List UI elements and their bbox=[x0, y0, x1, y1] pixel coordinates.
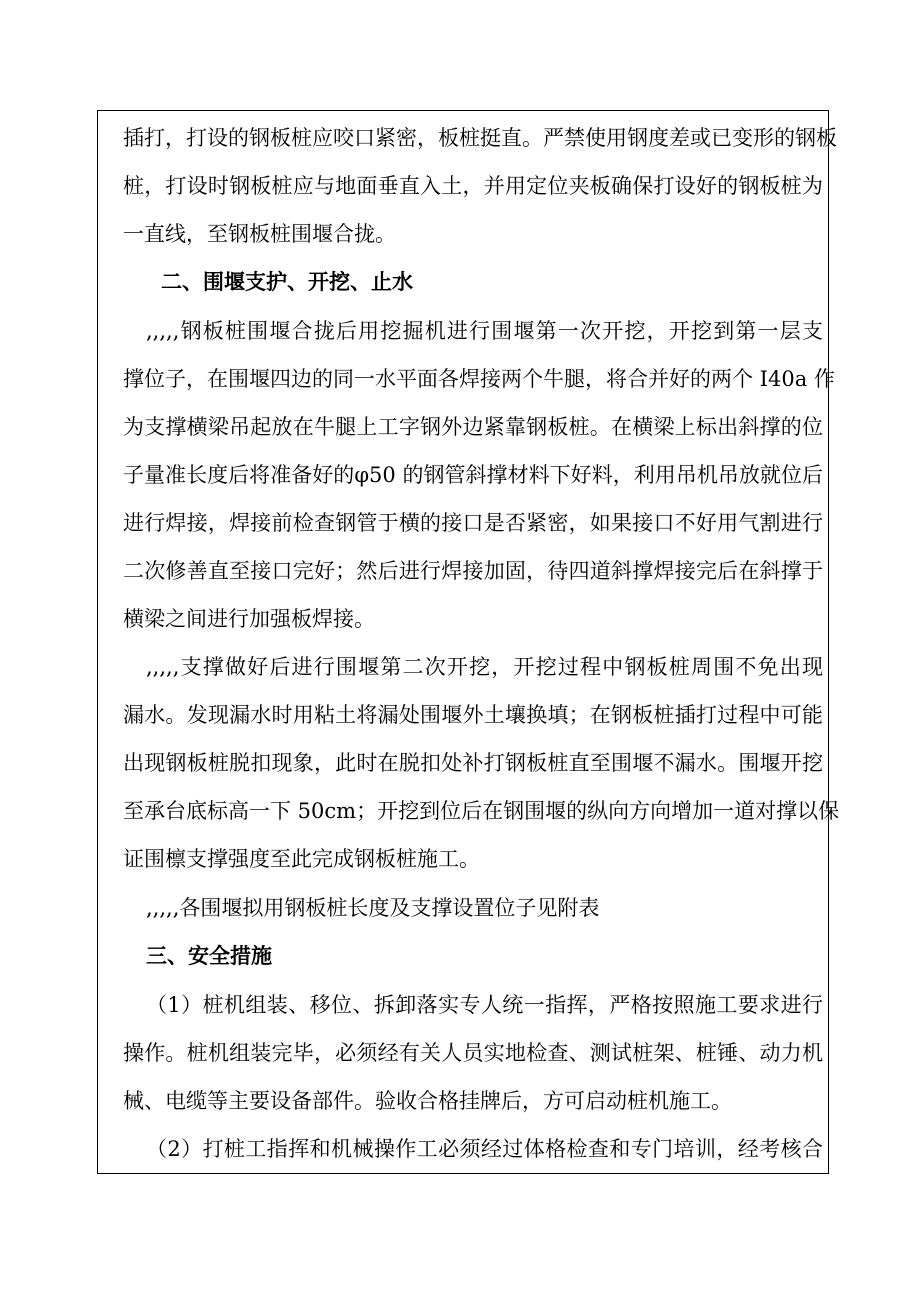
paragraph-3-line-2: 漏水。发现漏水时用粘土将漏处围堰外土壤换填；在钢板桩插打过程中可能 bbox=[123, 703, 823, 727]
paragraph-4-line-1: ,,,,,各围堰拟用钢板桩长度及支撑设置位子见附表 bbox=[146, 896, 600, 920]
paragraph-2-line-4: 子量准长度后将准备好的φ50 的钢管斜撑材料下好料，利用吊机吊放就位后 bbox=[123, 463, 823, 487]
section-heading-2: 二、围堰支护、开挖、止水 bbox=[161, 270, 413, 294]
paragraph-1-line-2: 桩，打设时钢板桩应与地面垂直入土，并用定位夹板确保打设好的钢板桩为 bbox=[123, 174, 823, 198]
paragraph-2-line-5: 进行焊接，焊接前检查钢管于横的接口是否紧密，如果接口不好用气割进行 bbox=[123, 511, 823, 535]
paragraph-5-line-2: 操作。桩机组装完毕，必须经有关人员实地检查、测试桩架、桩锤、动力机 bbox=[123, 1041, 823, 1065]
paragraph-3-line-1: ,,,,,支撑做好后进行围堰第二次开挖，开挖过程中钢板桩周围不免出现 bbox=[146, 655, 823, 679]
paragraph-2-line-7: 横梁之间进行加强板焊接。 bbox=[123, 607, 375, 631]
paragraph-5-line-1: （1）桩机组装、移位、拆卸落实专人统一指挥，严格按照施工要求进行 bbox=[146, 993, 823, 1017]
section-heading-3: 三、安全措施 bbox=[146, 944, 272, 968]
paragraph-3-line-3: 出现钢板桩脱扣现象，此时在脱扣处补打钢板桩直至围堰不漏水。围堰开挖 bbox=[123, 751, 823, 775]
paragraph-6-line-1: （2）打桩工指挥和机械操作工必须经过体格检查和专门培训，经考核合 bbox=[146, 1137, 823, 1161]
paragraph-2-line-6: 二次修善直至接口完好；然后进行焊接加固，待四道斜撑焊接完后在斜撑于 bbox=[123, 559, 823, 583]
paragraph-1-line-3: 一直线，至钢板桩围堰合拢。 bbox=[123, 222, 396, 246]
paragraph-2-line-2: 撑位子，在围堰四边的同一水平面各焊接两个牛腿，将合并好的两个 I40a 作 bbox=[123, 367, 835, 391]
paragraph-5-line-3: 械、电缆等主要设备部件。验收合格挂牌后，方可启动桩机施工。 bbox=[123, 1089, 732, 1113]
paragraph-2-line-3: 为支撑横梁吊起放在牛腿上工字钢外边紧靠钢板桩。在横梁上标出斜撑的位 bbox=[123, 415, 823, 439]
paragraph-2-line-1: ,,,,,钢板桩围堰合拢后用挖掘机进行围堰第一次开挖，开挖到第一层支 bbox=[146, 319, 823, 343]
paragraph-3-line-4: 至承台底标高一下 50cm；开挖到位后在钢围堰的纵向方向增加一道对撑以保 bbox=[123, 799, 840, 823]
paragraph-3-line-5: 证围檩支撑强度至此完成钢板桩施工。 bbox=[123, 847, 480, 871]
paragraph-1-line-1: 插打，打设的钢板桩应咬口紧密，板桩挺直。严禁使用钢度差或已变形的钢板 bbox=[123, 126, 837, 150]
